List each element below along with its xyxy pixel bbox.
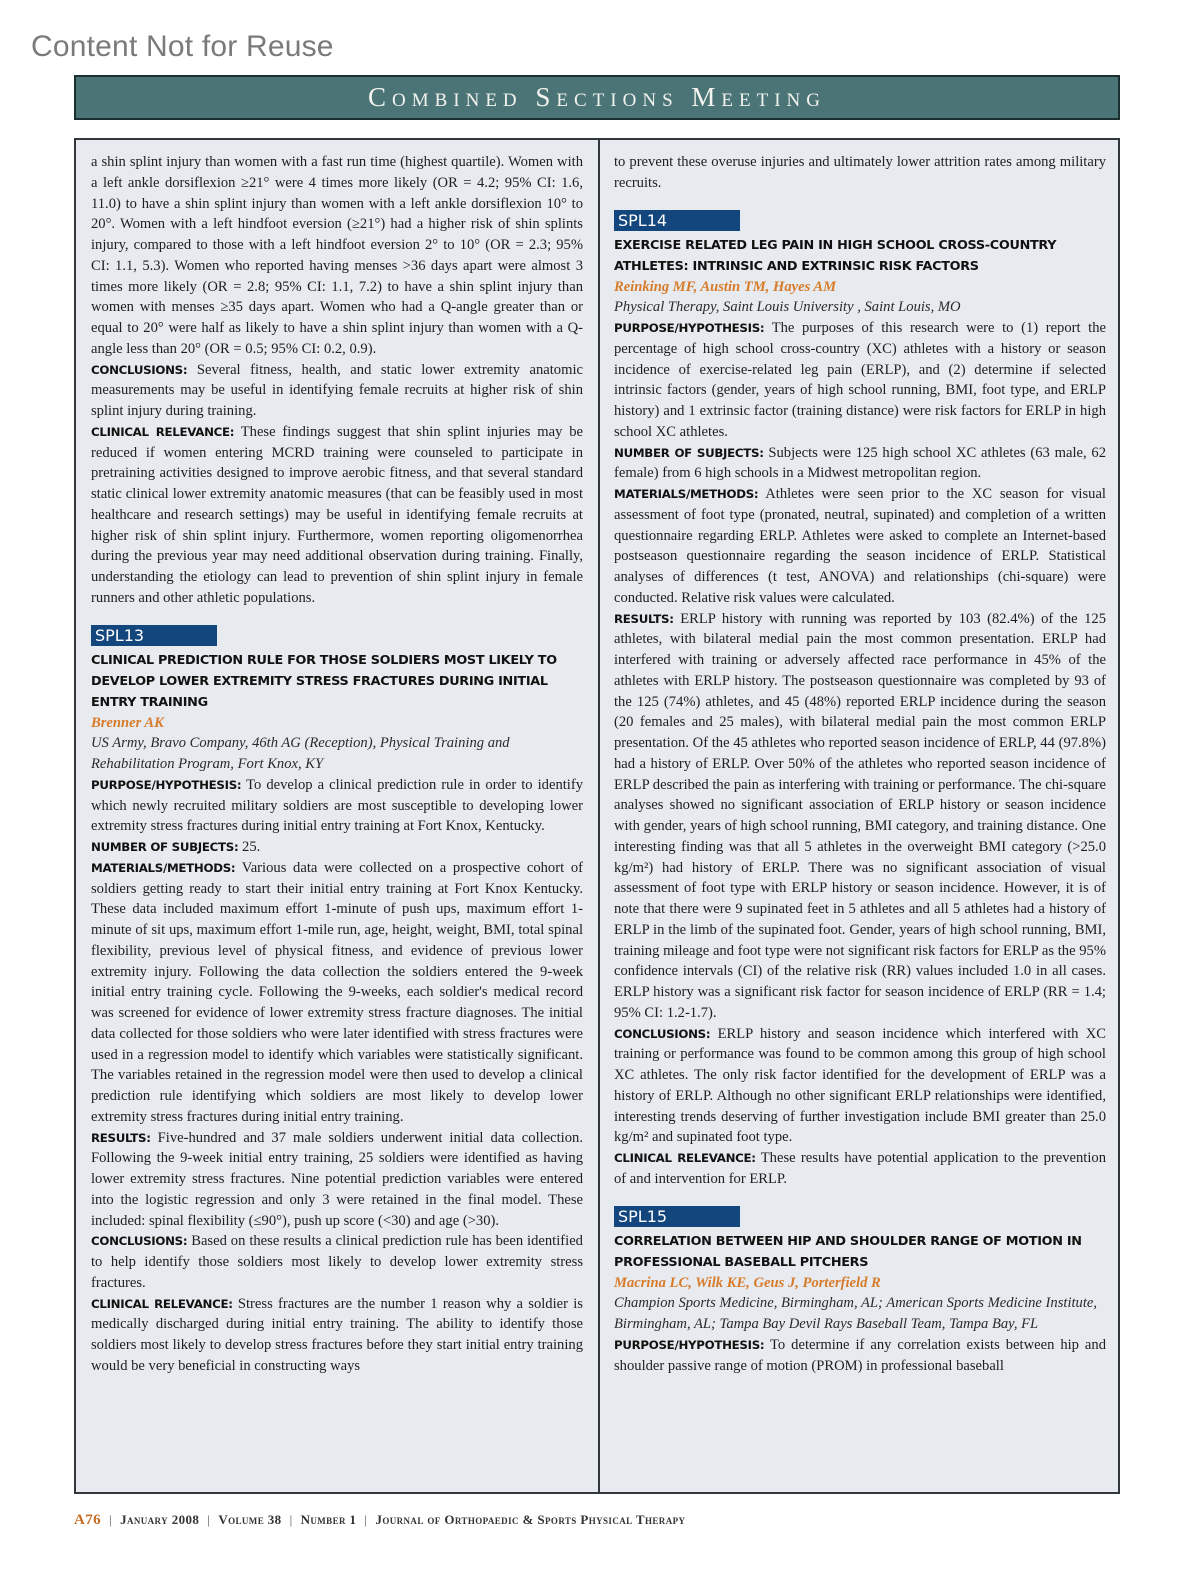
abstract-authors: Macrina LC, Wilk KE, Geus J, Porterfield R <box>614 1274 881 1291</box>
right-column <box>614 152 1106 1376</box>
results-label: RESULTS: <box>614 611 674 626</box>
methods-paragraph <box>614 484 1106 609</box>
abstract-title: EXERCISE RELATED LEG PAIN IN HIGH SCHOOL CROSS-COUNTRY ATHLETES: INTRINSIC AND EXTRINSIC RISK FACTORS <box>614 237 1057 274</box>
conclusions-text: Several fitness, health, and static lower extremity anatomic measurements may be useful in identifying female recruits at higher risk of shin splint injury during training. <box>91 361 583 419</box>
left-column <box>91 152 583 1377</box>
volume-number: Volume 38 <box>218 1512 282 1527</box>
conclusions-paragraph <box>91 360 583 422</box>
subjects-label: NUMBER OF SUBJECTS: <box>91 840 239 854</box>
abstract-title: CORRELATION BETWEEN HIP AND SHOULDER RANGE OF MOTION IN PROFESSIONAL BASEBALL PITCHERS <box>614 1233 1082 1270</box>
purpose-paragraph <box>614 318 1106 443</box>
watermark-text: Content Not for Reuse <box>31 30 334 63</box>
journal-name: Journal of Orthopaedic & Sports Physical Therapy <box>375 1512 686 1527</box>
purpose-paragraph <box>614 1335 1106 1377</box>
abstract-title: CLINICAL PREDICTION RULE FOR THOSE SOLDIERS MOST LIKELY TO DEVELOP LOWER EXTREMITY STRESS FRACTURES DURING INITIAL ENTRY TRAINING <box>91 652 557 710</box>
purpose-text: To develop a clinical prediction rule in order to identify which newly recruited military soldiers are most susceptible to developing lower extremity stress fractures during initial entry training at Fort Knox, Kentucky. <box>91 776 584 835</box>
subjects-paragraph <box>91 837 583 858</box>
continued-text: to prevent these overuse injuries and ultimately lower attrition rates among military recruits. <box>614 154 1106 191</box>
purpose-text: To determine if any correlation exists between hip and shoulder passive range of motion (PROM) in professional baseball <box>614 1336 1107 1374</box>
purpose-label: PURPOSE/HYPOTHESIS: <box>91 777 242 792</box>
conclusions-label: CONCLUSIONS: <box>91 362 188 377</box>
purpose-label: PURPOSE/HYPOTHESIS: <box>614 1337 765 1352</box>
abstract-authors: Brenner AK <box>91 714 164 731</box>
abstract-affiliation: Physical Therapy, Saint Louis University , Saint Louis, MO <box>614 299 961 316</box>
subjects-label: NUMBER OF SUBJECTS: <box>614 445 764 460</box>
relevance-paragraph <box>91 422 583 609</box>
abstract-tag-spl13: SPL13 <box>91 625 217 646</box>
conclusions-label: CONCLUSIONS: <box>614 1026 711 1041</box>
relevance-paragraph <box>91 1294 583 1377</box>
column-divider <box>598 140 600 1492</box>
conclusions-label: CONCLUSIONS: <box>91 1234 188 1249</box>
issue-date: January 2008 <box>120 1512 200 1527</box>
results-label: RESULTS: <box>91 1130 151 1145</box>
results-paragraph <box>614 609 1106 1024</box>
relevance-label: CLINICAL RELEVANCE: <box>91 1296 233 1311</box>
abstract-affiliation: Champion Sports Medicine, Birmingham, AL; American Sports Medicine Institute, Birmingham, AL; Tampa Bay Devil Rays Baseball Team, Tampa Bay, FL <box>614 1295 1098 1332</box>
footer-separator: | <box>289 1512 293 1527</box>
purpose-paragraph <box>91 775 583 837</box>
footer-separator: | <box>207 1512 211 1527</box>
banner-title: Combined Sections Meeting <box>367 82 826 112</box>
conclusions-paragraph <box>614 1024 1106 1149</box>
results-paragraph <box>91 1128 583 1232</box>
subjects-paragraph <box>614 443 1106 485</box>
conclusions-text: ERLP history and season incidence which interfered with XC training or performance was found to be common among this group of high school XC athletes. The only risk factor identified for the development of ERLP was a history of ERLP. Although no other significant ERLP relationships were identified, interesting trends deserving of further investigation include BMI greater than 25.0 kg/m² and supinated foot type. <box>614 1025 1106 1146</box>
conclusions-text: Based on these results a clinical prediction rule has been identified to help identify those soldiers most likely to develop lower extremity stress fractures. <box>91 1233 583 1291</box>
abstract-tag-spl14: SPL14 <box>614 210 740 231</box>
footer-separator: | <box>109 1512 113 1527</box>
methods-paragraph <box>91 858 583 1128</box>
relevance-text: These results have potential application to the prevention of and intervention for ERLP. <box>614 1150 1106 1187</box>
issue-number: Number 1 <box>300 1512 357 1527</box>
subjects-text: 25. <box>242 839 261 855</box>
section-banner <box>74 75 1120 120</box>
methods-label: MATERIALS/METHODS: <box>614 487 759 501</box>
methods-text: Athletes were seen prior to the XC season for visual assessment of foot type (pronated, neutral, supinated) and completion of a written questionnaire regarding ERLP. Athletes were asked to complete an Internet-based postseason questionnaire regarding the season incidence of ERLP. Statistical analyses of differences (t test, ANOVA) and relationships (chi-square) were conducted. Relative risk values were calculated. <box>614 486 1106 606</box>
conclusions-paragraph <box>91 1231 583 1293</box>
relevance-label: CLINICAL RELEVANCE: <box>614 1151 756 1165</box>
results-text: Five-hundred and 37 male soldiers underwent initial data collection. Following the 9-week initial entry training, 25 soldiers were identified as having lower extremity stress fractures. Nine potential prediction variables were entered into the logistic regression and only 3 were retained in the final model. These included: spinal flexibility (≤90°), push up score (<30) and age (>30). <box>91 1129 583 1229</box>
abstract-affiliation: US Army, Bravo Company, 46th AG (Reception), Physical Training and Rehabilitation Program, Fort Knox, KY <box>91 735 510 772</box>
footer-separator: | <box>364 1512 368 1527</box>
abstract-authors: Reinking MF, Austin TM, Hayes AM <box>614 278 837 295</box>
continued-text: a shin splint injury than women with a fast run time (highest quartile). Women with a left ankle dorsiflexion ≥21° were 4 times more likely (OR = 4.2; 95% CI: 1.6, 11.0) to have a shin splint injury than women with a left ankle dorsiflexion 10° to 20°. Women with a left hindfoot eversion (≥21°) had a higher risk of shin splints injury, compared to those with a left hindfoot eversion 2° to 10° (OR = 2.3; 95% CI: 1.1, 5.3). Women who reported having menses >36 days apart were almost 3 times more likely (OR = 2.8; 95% CI: 1.1, 7.2) to have a shin splint injury than women with menses ≥35 days apart. Women who had a Q-angle greater than or equal to 20° were half as likely to have a shin splint injury than women with a Q-angle less than 20° (OR = 0.5; 95% CI: 0.2, 0.9). <box>91 154 583 357</box>
relevance-paragraph <box>614 1148 1106 1190</box>
relevance-text: Stress fractures are the number 1 reason why a soldier is medically discharged during initial entry training. The ability to identify those soldiers most likely to develop stress fractures before they start initial entry training would be very beneficial in constructing ways <box>91 1295 583 1374</box>
results-text: ERLP history with running was reported by 103 (82.4%) of the 125 athletes, with bilateral medial pain the most common presentation. ERLP had interfered with training or adversely affected race performance in 45% of the athletes with ERLP history. The postseason questionnaire was completed by 93 of the 125 (74%) athletes, and 45 (48%) reported ERLP incidence during the season (20 females and 25 males), with bilateral medial pain the most common ERLP presentation. Of the 45 athletes who reported season incidence of ERLP, 44 (97.8%) had a history of ERLP. Over 50% of the athletes who reported season incidence of ERLP described the pain as interfering with training or performance. The chi-square analyses showed no significant association of ERLP history or season incidence with gender, years of high school running, BMI category, and training distance. One interesting finding was that all 5 athletes in the overweight BMI category (>25.0 kg/m²) had history of ERLP. There was no significant association of visual assessment of foot type with ERLP history or season incidence. However, it is of note that there were 9 supinated feet in 5 athletes and all 5 athletes had a history of ERLP in the limb of the supinated foot. Gender, years of high school running, BMI, training mileage and foot type were not significant risk factors for ERLP as the 95% confidence intervals (CI) of the relative risk (RR) values included 1.0 in all cases. ERLP history was a significant risk factor for season incidence of ERLP (RR = 1.4; 95% CI: 1.2-1.7). <box>614 610 1106 1021</box>
methods-label: MATERIALS/METHODS: <box>91 860 236 875</box>
methods-text: Various data were collected on a prospective cohort of soldiers getting ready to start their initial entry training at Fort Knox Kentucky. These data included maximum effort 1-minute of push ups, maximum effort 1-minute of sit ups, maximum effort 1-mile run, age, height, weight, BMI, total spinal flexibility, previous level of physical fitness, and evidence of previous lower extremity injury. Following the data collection the soldiers entered the 9-week initial entry training cycle. Following the 9-weeks, each soldier's medical record was screened for evidence of lower extremity stress fracture diagnoses. The initial data collected for those soldiers who were later identified with stress fractures were used in a regression model to identify which variables were statistically significant. The variables retained in the regression model were then used to develop a clinical prediction rule identifying which soldiers are most likely to develop lower extremity stress fractures during initial entry training. <box>91 859 583 1125</box>
abstracts-panel <box>74 138 1120 1494</box>
subjects-text: Subjects were 125 high school XC athletes (63 male, 62 female) from 6 high schools in a Midwest metropolitan region. <box>614 444 1106 482</box>
relevance-text: These findings suggest that shin splint injuries may be reduced if women entering MCRD training were counseled to participate in pretraining activities designed to improve aerobic fitness, and that several standard static clinical lower extremity anatomic measures (that can be feasibly used in most healthcare and research settings) may be useful in identifying female recruits at higher risk of shin splint injury. Furthermore, women reporting oligomenorrhea during the previous year may need additional observation during training. Finally, understanding the etiology can lead to prevention of shin splint injury in female runners and other athletic populations. <box>91 423 583 606</box>
relevance-label: CLINICAL RELEVANCE: <box>91 424 235 439</box>
abstract-tag-spl15: SPL15 <box>614 1206 740 1227</box>
page-number: A76 <box>74 1512 102 1528</box>
purpose-label: PURPOSE/HYPOTHESIS: <box>614 321 765 335</box>
purpose-text: The purposes of this research were to (1) report the percentage of high school cross-country (XC) athletes with a history or season incidence of exercise-related leg pain (ERLP), and (2) determine if selected intrinsic factors (gender, years of high school running, BMI, foot type, and ERLP history) and 1 extrinsic factor (training distance) were risk factors for ERLP in high school XC athletes. <box>614 320 1107 440</box>
page-footer <box>74 1512 685 1529</box>
